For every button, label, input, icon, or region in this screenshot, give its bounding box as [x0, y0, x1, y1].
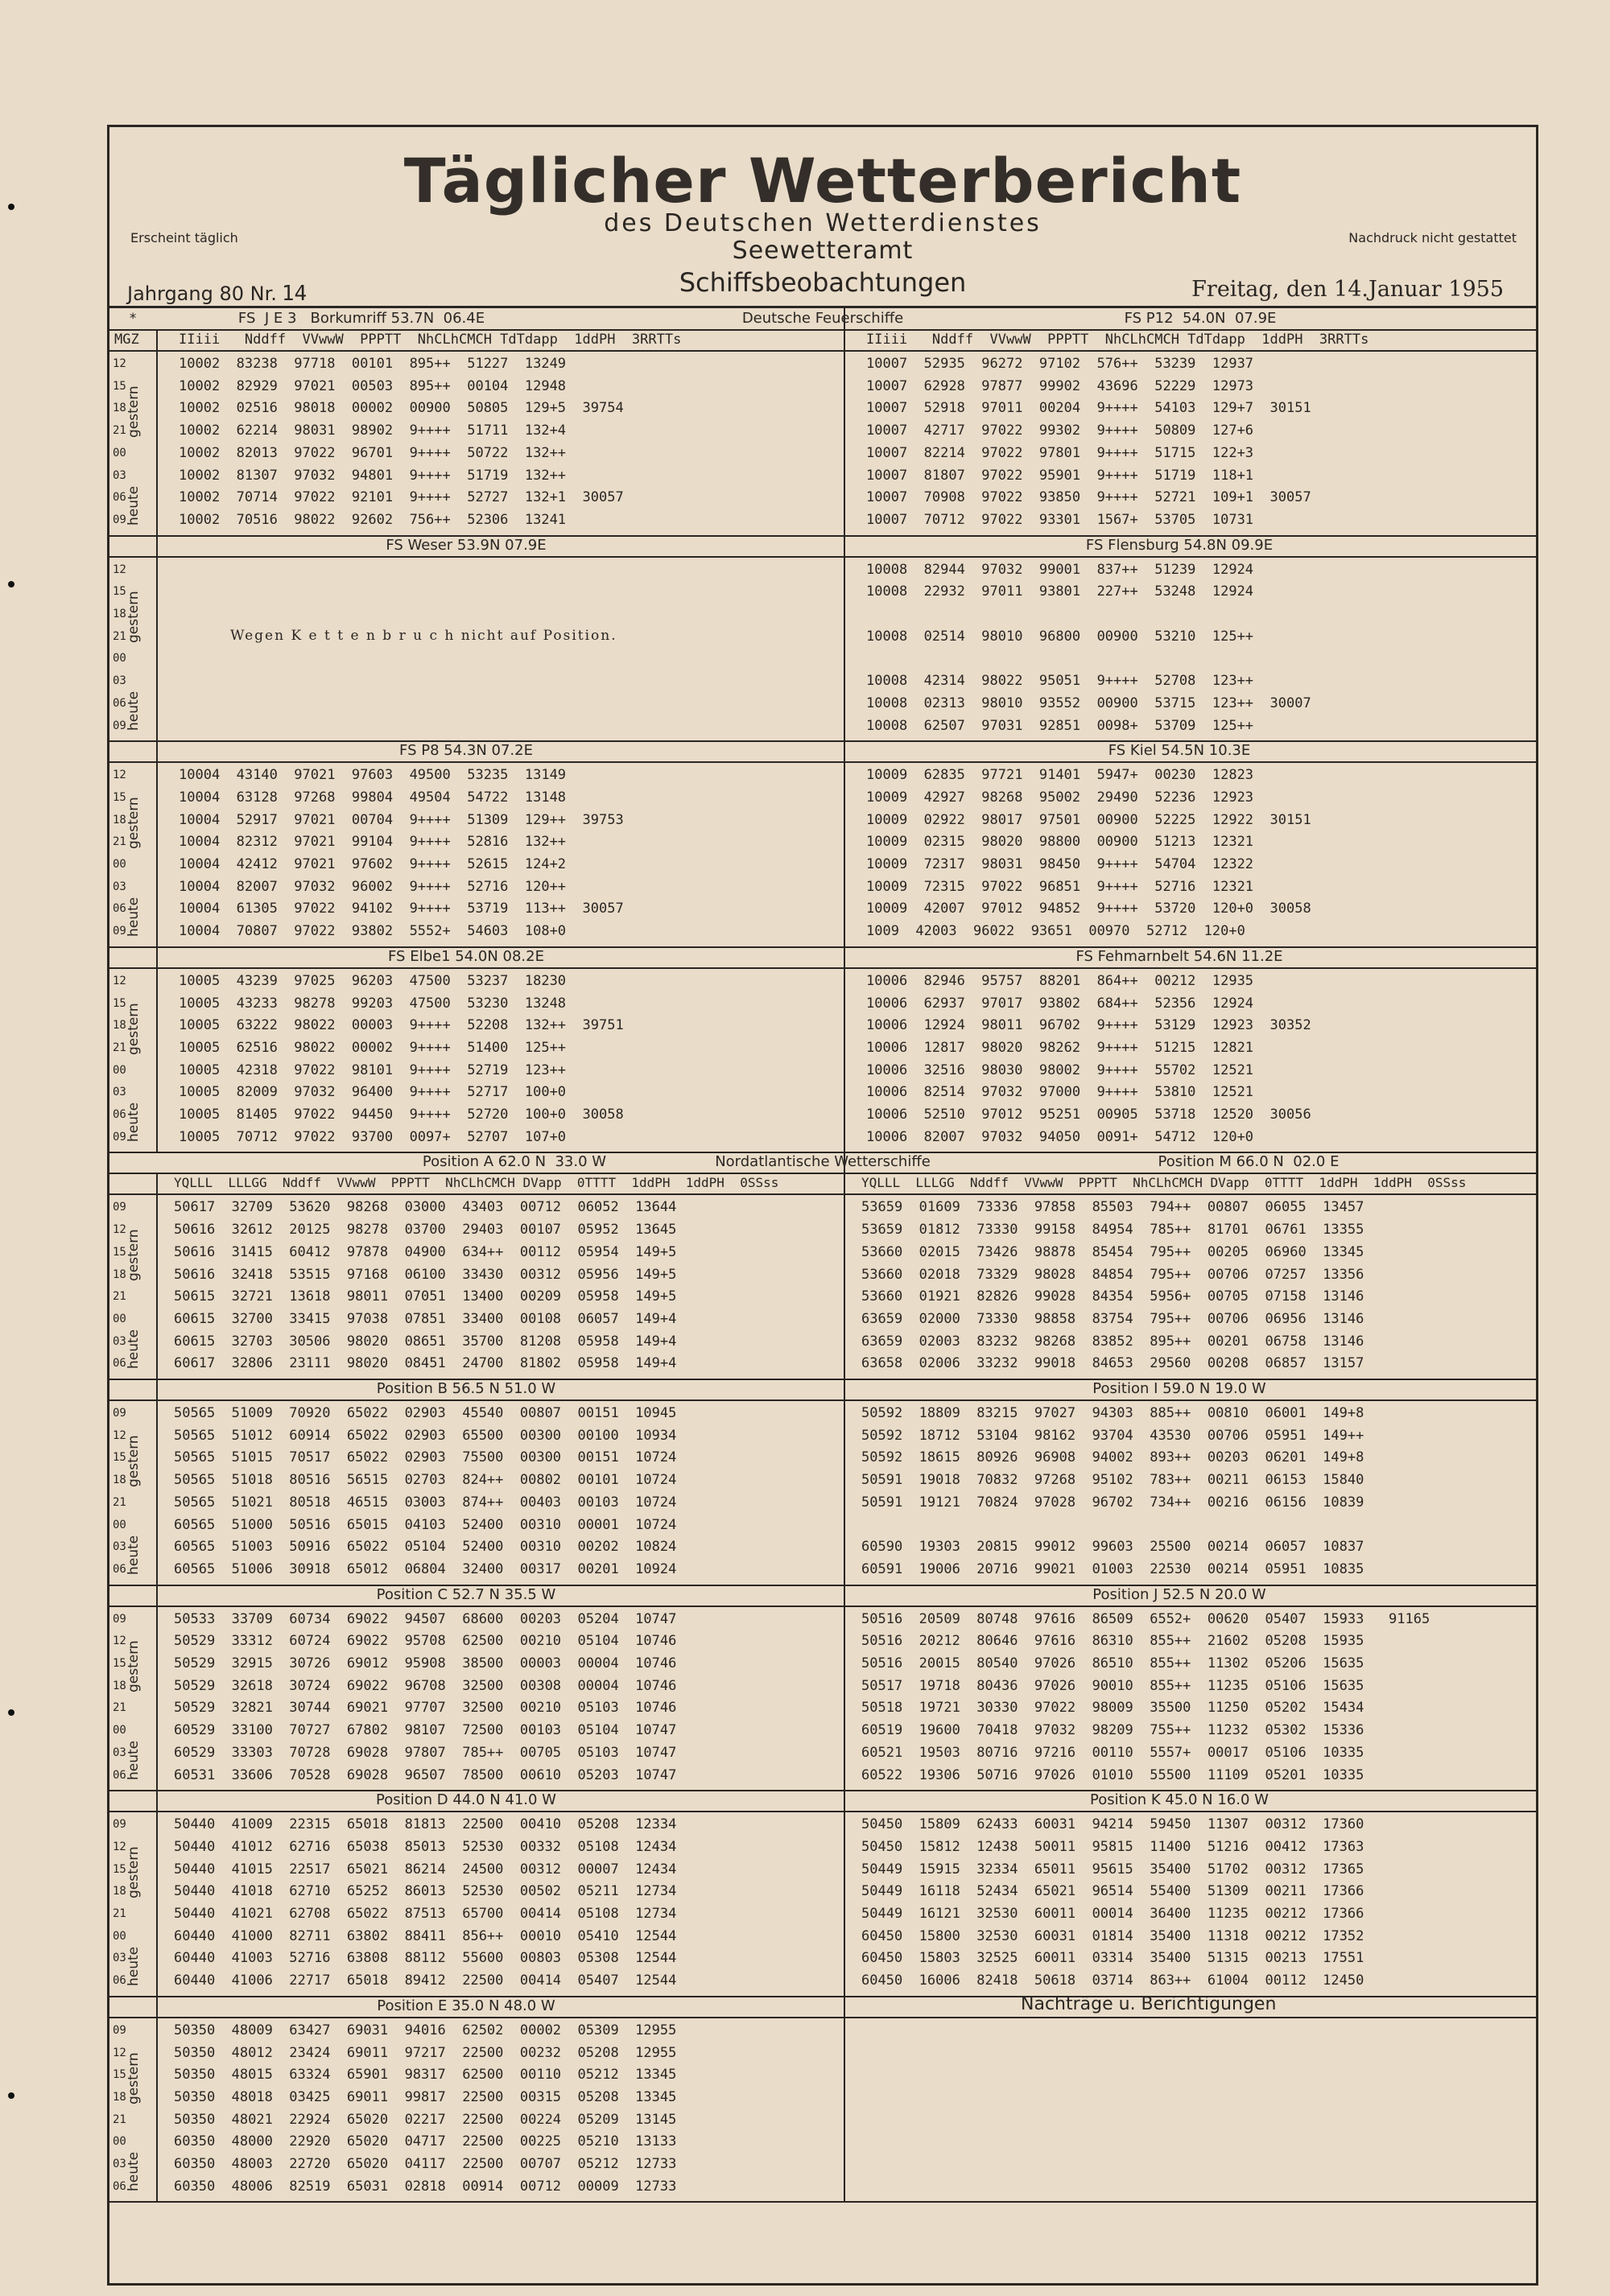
fs-section-title: Deutsche Feuerschiffe — [741, 310, 904, 327]
obs-row-left: 10002 81307 97032 94801 9++++ 51719 132++ — [179, 467, 567, 484]
block-title-strip — [109, 535, 1536, 556]
obs-row-left: 10005 43239 97025 96203 47500 53237 18230 — [179, 972, 567, 989]
obs-row-right: 10008 62507 97031 92851 0098+ 53709 125++ — [866, 717, 1254, 734]
hour-label: 09 — [113, 1612, 126, 1626]
obs-row-right: 10006 82946 95757 88201 864++ 00212 12935 — [866, 972, 1254, 989]
block-title-strip — [109, 946, 1536, 967]
hour-label: 12 — [113, 1840, 126, 1853]
obs-row-right: 10006 12924 98011 96702 9++++ 53129 12923 30352 — [866, 1017, 1311, 1034]
obs-row-right: 50449 16121 32530 60011 00014 36400 11235 00212 17366 — [861, 1906, 1364, 1922]
obs-row-left: 60529 33303 70728 69028 97807 785++ 00705 05103 10747 — [174, 1744, 677, 1761]
heute-label: heute — [126, 1329, 142, 1369]
obs-row-right: 50450 15812 12438 50011 95815 11400 51216 00412 17363 — [861, 1838, 1364, 1855]
block-title-right: Position I 59.0 N 19.0 W — [1092, 1380, 1266, 1397]
issue-number — [127, 282, 307, 306]
obs-row-left: 10005 63222 98022 00003 9++++ 52208 132++ 39751 — [179, 1017, 624, 1034]
hour-label: 21 — [113, 424, 126, 438]
block-title-right: Position J 52.5 N 20.0 W — [1092, 1585, 1266, 1603]
block-title-left: Position D 44.0 N 41.0 W — [376, 1791, 556, 1809]
obs-row-left: 10004 82007 97032 96002 9++++ 52716 120++ — [179, 878, 567, 895]
obs-row-left: 60617 32806 23111 98020 08451 24700 81802 05958 149+4 — [174, 1355, 677, 1372]
divider — [109, 1811, 1536, 1812]
hour-label: 09 — [113, 1130, 126, 1144]
hour-label: 15 — [113, 790, 126, 804]
hour-label: 21 — [113, 1041, 126, 1054]
obs-row-left: 50615 32721 13618 98011 07051 13400 00209 05958 149+5 — [174, 1288, 677, 1305]
obs-row-left: 50350 48009 63427 69031 94016 62502 00002 05309 12955 — [174, 2022, 677, 2038]
center-rule — [844, 1193, 845, 1379]
obs-row-left: 50440 41009 22315 65018 81813 22500 00410 05208 12334 — [174, 1816, 677, 1833]
obs-row-right: 53660 02018 73329 98028 84854 795++ 00706 07257 13356 — [861, 1266, 1364, 1283]
hour-label: 15 — [113, 1657, 126, 1670]
obs-row-left: 10004 42412 97021 97602 9++++ 52615 124+2 — [179, 856, 567, 872]
obs-row-left: 10002 02516 98018 00002 00900 50805 129+5 39754 — [179, 400, 624, 417]
obs-row-left: 10002 70516 98022 92602 756++ 52306 13241 — [179, 511, 567, 528]
heute-label: heute — [126, 1103, 142, 1143]
gestern-label: gestern — [126, 1435, 142, 1487]
gestern-label: gestern — [126, 591, 142, 644]
block-title-right: FS P12 54.0N 07.9E — [1124, 310, 1277, 327]
obs-row-left: 60615 32703 30506 98020 08651 35700 81208 05958 149+4 — [174, 1333, 677, 1350]
obs-row-left: 50440 41021 62708 65022 87513 65700 00414 05108 12734 — [174, 1906, 677, 1922]
block-title-right: FS Fehmarnbelt 54.6N 11.2E — [1075, 947, 1283, 965]
obs-row-right: 10007 62928 97877 99902 43696 52229 12973 — [866, 377, 1254, 394]
column-header-left: YQLLL LLLGG Nddff VVwwW PPPTT NhCLhCMCH DVapp 0TTTT 1ddPH 1ddPH 0SSss — [174, 1175, 779, 1191]
hour-label: 18 — [113, 1019, 126, 1033]
obs-row-left: 50565 51012 60914 65022 02903 65500 00300 00100 10934 — [174, 1427, 677, 1444]
report-subtitle: des Deutschen Wetterdienstes — [604, 209, 1042, 237]
observation-grid — [109, 306, 1536, 2288]
hour-column-rule — [156, 1173, 158, 1193]
obs-row-right: 10008 42314 98022 95051 9++++ 52708 123++ — [866, 673, 1254, 690]
block-title-strip — [109, 1993, 1536, 2017]
obs-row-left: 60350 48006 82519 65031 02818 00914 00712 00009 12733 — [174, 2178, 677, 2195]
hour-label: 06 — [113, 1768, 126, 1782]
hour-column-rule — [156, 1585, 158, 1791]
obs-row-right: 10009 42007 97012 94852 9++++ 53720 120+0 30058 — [866, 901, 1311, 917]
hour-label: 18 — [113, 1679, 126, 1692]
hour-label: 15 — [113, 585, 126, 599]
gestern-label: gestern — [126, 797, 142, 849]
obs-row-left: 50616 32418 53515 97168 06100 33430 00312 05956 149+5 — [174, 1266, 677, 1283]
hour-label: 06 — [113, 1562, 126, 1576]
hour-label: 06 — [113, 1357, 126, 1371]
divider — [109, 761, 1536, 763]
hour-label: 03 — [113, 674, 126, 688]
hour-label: 12 — [113, 974, 126, 987]
hour-label: 00 — [113, 1518, 126, 1531]
obs-row-left: 10004 70807 97022 93802 5552+ 54603 108+0 — [179, 923, 567, 940]
obs-row-left: 50440 41018 62710 65252 86013 52530 00502 05211 12734 — [174, 1883, 677, 1900]
block-title-left: FS Weser 53.9N 07.9E — [386, 536, 547, 554]
hour-label: 21 — [113, 1495, 126, 1509]
hour-label: 09 — [113, 2023, 126, 2037]
obs-row-left: 10005 81405 97022 94450 9++++ 52720 100+0 30058 — [179, 1107, 624, 1123]
hour-label: 12 — [113, 769, 126, 782]
block-title-left: Position A 62.0 N 33.0 W — [422, 1153, 607, 1171]
obs-row-left: 60615 32700 33415 97038 07851 33400 00108 06057 149+4 — [174, 1310, 677, 1327]
hour-column-rule — [156, 1790, 158, 1996]
obs-row-left: 60531 33606 70528 69028 96507 78500 00610 05203 10747 — [174, 1766, 677, 1783]
obs-row-left: 50350 48015 63324 65901 98317 62500 00110 05212 13345 — [174, 2067, 677, 2084]
hour-label: 18 — [113, 1268, 126, 1281]
section-title: Schiffsbeobachtungen — [679, 267, 967, 298]
divider — [109, 556, 1536, 558]
obs-row-left: 10005 43233 98278 99203 47500 53230 13248 — [179, 995, 567, 1012]
obs-row-left: 10005 82009 97032 96400 9++++ 52717 100+0 — [179, 1084, 567, 1101]
obs-row-left: 10002 70714 97022 92101 9++++ 52727 132+1 30057 — [179, 489, 624, 506]
office-name: Seewetteramt — [732, 237, 914, 265]
obs-row-left: 10005 62516 98022 00002 9++++ 51400 125++ — [179, 1039, 567, 1056]
report-header — [109, 127, 1536, 308]
hour-label: 18 — [113, 608, 126, 620]
center-rule — [844, 535, 845, 741]
publish-note: Erscheint täglich — [130, 230, 238, 245]
obs-row-left: 50616 32612 20125 98278 03700 29403 00107 05952 13645 — [174, 1222, 677, 1239]
report-date: Freitag, den 14.Januar 1955 — [1191, 277, 1504, 302]
copyright-note: Nachdruck nicht gestattet — [1348, 230, 1517, 245]
obs-row-left: 60565 51003 50916 65022 05104 52400 00310 00202 10824 — [174, 1539, 677, 1556]
center-rule — [844, 308, 845, 350]
obs-row-right: 50449 15915 32334 65011 95615 35400 51702 00312 17365 — [861, 1861, 1364, 1878]
heute-label: heute — [126, 2152, 142, 2192]
heute-label: heute — [126, 1741, 142, 1781]
obs-row-left: 50529 33312 60724 69022 95708 62500 00210 05104 10746 — [174, 1633, 677, 1650]
divider — [109, 2201, 1536, 2203]
hour-label: 00 — [113, 652, 126, 666]
obs-row-right: 10007 42717 97022 99302 9++++ 50809 127+6 — [866, 423, 1254, 439]
gestern-label: gestern — [126, 2051, 142, 2104]
obs-row-right: 10006 12817 98020 98262 9++++ 51215 12821 — [866, 1039, 1254, 1056]
hour-label: 15 — [113, 1451, 126, 1465]
hour-label: 00 — [113, 1063, 126, 1077]
hour-label: 12 — [113, 1223, 126, 1237]
obs-row-right: 60590 19303 20815 99012 99603 25500 00214 06057 10837 — [861, 1539, 1364, 1556]
obs-row-right: 50592 18809 83215 97027 94303 885++ 00810 06001 149+8 — [861, 1405, 1364, 1421]
block-title-left: Position B 56.5 N 51.0 W — [376, 1380, 556, 1397]
hour-label: 15 — [113, 996, 126, 1010]
divider — [109, 350, 1536, 352]
obs-row-right: 60450 15803 32525 60011 03314 35400 51315 00213 17551 — [861, 1950, 1364, 1967]
obs-row-right: 50518 19721 30330 97022 98009 35500 11250 05202 15434 — [861, 1700, 1364, 1717]
ws-section-title: Nordatlantische Wetterschiffe — [715, 1153, 931, 1171]
hour-label: 12 — [113, 2046, 126, 2059]
center-rule — [844, 1790, 845, 1996]
obs-row-left: 60565 51006 30918 65012 06804 32400 00317 00201 10924 — [174, 1560, 677, 1577]
obs-row-left: 50350 48018 03425 69011 99817 22500 00315 05208 13345 — [174, 2088, 677, 2105]
obs-row-right: 10009 42927 98268 95002 29490 52236 12923 — [866, 789, 1254, 806]
star-mark: * — [129, 311, 138, 327]
heute-label: heute — [126, 691, 142, 732]
hour-label: 18 — [113, 2090, 126, 2104]
divider — [109, 1606, 1536, 1607]
obs-row-left: 10004 82312 97021 99104 9++++ 52816 132++ — [179, 834, 567, 851]
gestern-label: gestern — [126, 1002, 142, 1055]
obs-row-right: 10006 32516 98030 98002 9++++ 55702 12521 — [866, 1061, 1254, 1078]
obs-row-right: 53659 01812 73330 99158 84954 785++ 81701 06761 13355 — [861, 1222, 1364, 1239]
hour-column-rule — [156, 329, 158, 350]
mgz-label: MGZ — [114, 332, 139, 348]
obs-row-right: 50591 19018 70832 97268 95102 783++ 00211 06153 15840 — [861, 1472, 1364, 1489]
obs-row-right: 53660 01921 82826 99028 84354 5956+ 00705 07158 13146 — [861, 1288, 1364, 1305]
divider — [109, 1399, 1536, 1401]
issue-nr: 14 — [281, 282, 308, 306]
obs-row-right: 10008 02514 98010 96800 00900 53210 125++ — [866, 628, 1254, 645]
hour-label: 18 — [113, 402, 126, 415]
block-title-left: Position E 35.0 N 48.0 W — [377, 1997, 555, 2014]
block-title-left: Position C 52.7 N 35.5 W — [376, 1585, 556, 1603]
obs-row-right: 10008 02313 98010 93552 00900 53715 123++ 30007 — [866, 695, 1311, 711]
hour-label: 06 — [113, 2179, 126, 2193]
center-rule — [844, 740, 845, 946]
obs-row-right: 10007 82214 97022 97801 9++++ 51715 122+3 — [866, 444, 1254, 461]
hour-column-rule — [156, 535, 158, 741]
obs-row-right: 60519 19600 70418 97032 98209 755++ 11232 05302 15336 — [861, 1722, 1364, 1739]
obs-row-right: 63659 02003 83232 98268 83852 895++ 00201 06758 13146 — [861, 1333, 1364, 1350]
hour-label: 09 — [113, 513, 126, 526]
obs-row-left: 10002 83238 97718 00101 895++ 51227 13249 — [179, 356, 567, 372]
hour-label: 03 — [113, 1334, 126, 1348]
block-title-right: FS Flensburg 54.8N 09.9E — [1085, 536, 1274, 554]
hour-label: 15 — [113, 1245, 126, 1259]
heute-label: heute — [126, 1946, 142, 1986]
punch-hole — [8, 2092, 14, 2099]
hour-column-rule — [156, 1379, 158, 1585]
obs-row-right: 10007 70712 97022 93301 1567+ 53705 10731 — [866, 511, 1254, 528]
obs-row-right: 63659 02000 73330 98858 83754 795++ 00706 06956 13146 — [861, 1310, 1364, 1327]
jahrgang-label: Jahrgang 80 Nr. — [127, 282, 277, 305]
hour-label: 09 — [113, 925, 126, 938]
heute-label: heute — [126, 1535, 142, 1575]
obs-row-left: 10004 52917 97021 00704 9++++ 51309 129++ 39753 — [179, 811, 624, 828]
obs-row-right: 10009 02922 98017 97501 00900 52225 12922 30151 — [866, 811, 1311, 828]
hour-label: 12 — [113, 357, 126, 370]
obs-row-left: 50440 41012 62716 65038 85013 52530 00332 05108 12434 — [174, 1838, 677, 1855]
hour-column-rule — [156, 1996, 158, 2202]
heute-label: heute — [126, 485, 142, 526]
hour-label: 12 — [113, 1634, 126, 1648]
hour-label: 00 — [113, 1724, 126, 1737]
hour-label: 18 — [113, 1474, 126, 1487]
hour-label: 00 — [113, 2135, 126, 2149]
obs-row-left: 10004 43140 97021 97603 49500 53235 13149 — [179, 767, 567, 784]
column-header-right: YQLLL LLLGG Nddff VVwwW PPPTT NhCLhCMCH DVapp 0TTTT 1ddPH 1ddPH 0SSss — [861, 1175, 1467, 1191]
obs-row-left: 10005 70712 97022 93700 0097+ 52707 107+0 — [179, 1128, 567, 1145]
obs-row-left: 60565 51000 50516 65015 04103 52400 00310 00001 10724 — [174, 1516, 677, 1533]
obs-row-right: 50517 19718 80436 97026 90010 855++ 11235 05106 15635 — [861, 1677, 1364, 1694]
center-rule — [844, 1152, 845, 1193]
obs-row-right: 50591 19121 70824 97028 96702 734++ 00216 06156 10839 — [861, 1494, 1364, 1511]
hour-label: 00 — [113, 446, 126, 460]
hour-label: 15 — [113, 1862, 126, 1876]
center-rule — [844, 1996, 845, 2202]
obs-row-right: 60522 19306 50716 97026 01010 55500 11109 05201 10335 — [861, 1766, 1364, 1783]
obs-row-right: 60521 19503 80716 97216 00110 5557+ 00017 05106 10335 — [861, 1744, 1364, 1761]
obs-row-right: 10008 22932 97011 93801 227++ 53248 12924 — [866, 583, 1254, 600]
column-header-right: IIiii Nddff VVwwW PPPTT NhCLhCMCH TdTdapp 1ddPH 3RRTTs — [866, 332, 1369, 348]
obs-row-right: 50450 15809 62433 60031 94214 59450 11307 00312 17360 — [861, 1816, 1364, 1833]
obs-row-left: 60440 41006 22717 65018 89412 22500 00414 05407 12544 — [174, 1972, 677, 1989]
obs-row-left: 50533 33709 60734 69022 94507 68600 00203 05204 10747 — [174, 1610, 677, 1627]
block-title-left: FS J E 3 Borkumriff 53.7N 06.4E — [237, 310, 485, 327]
center-rule — [844, 350, 845, 535]
divider — [109, 2017, 1536, 2018]
obs-row-left: 60440 41000 82711 63802 88411 856++ 00010 05410 12544 — [174, 1927, 677, 1944]
hour-label: 06 — [113, 491, 126, 505]
obs-row-left: 10004 63128 97268 99804 49504 54722 13148 — [179, 789, 567, 806]
obs-row-right: 10009 72315 97022 96851 9++++ 52716 12321 — [866, 878, 1254, 895]
hour-label: 12 — [113, 1428, 126, 1442]
obs-row-right: 50592 18712 53104 98162 93704 43530 00706 05951 149++ — [861, 1427, 1364, 1444]
hour-label: 03 — [113, 1086, 126, 1099]
hour-label: 03 — [113, 1952, 126, 1965]
block-title-left: FS Elbe1 54.0N 08.2E — [388, 947, 544, 965]
hour-label: 00 — [113, 1929, 126, 1943]
obs-row-left: 50350 48012 23424 69011 97217 22500 00232 05208 12955 — [174, 2044, 677, 2061]
hour-label: 03 — [113, 880, 126, 893]
punch-hole — [8, 204, 14, 210]
nachtraege-title: Nachträge u. Berichtigungen — [1021, 1993, 1277, 2014]
hour-label: 03 — [113, 1746, 126, 1759]
obs-row-left: 60440 41003 52716 63808 88112 55600 00803 05308 12544 — [174, 1950, 677, 1967]
obs-row-right: 10006 82514 97032 97000 9++++ 53810 12521 — [866, 1084, 1254, 1101]
hour-label: 06 — [113, 902, 126, 916]
obs-row-right: 60450 16006 82418 50618 03714 863++ 61004 00112 12450 — [861, 1972, 1364, 1989]
obs-row-left: 50529 32821 30744 69021 97707 32500 00210 05103 10746 — [174, 1700, 677, 1717]
obs-row-left: 50616 31415 60412 97878 04900 634++ 00112 05954 149+5 — [174, 1243, 677, 1260]
column-header-left: IIiii Nddff VVwwW PPPTT NhCLhCMCH TdTdapp 1ddPH 3RRTTs — [179, 332, 682, 348]
hour-label: 06 — [113, 1108, 126, 1121]
hour-label: 15 — [113, 379, 126, 393]
obs-row-right: 50516 20509 80748 97616 86509 6552+ 00620 05407 15933 91165 — [861, 1610, 1430, 1627]
punch-hole — [8, 581, 14, 587]
center-rule — [844, 1379, 845, 1585]
obs-row-right: 60450 15800 32530 60031 01814 35400 11318 00212 17352 — [861, 1927, 1364, 1944]
hour-label: 21 — [113, 629, 126, 643]
center-rule — [844, 1585, 845, 1791]
hour-label: 09 — [113, 1201, 126, 1214]
obs-row-right: 10009 72317 98031 98450 9++++ 54704 12322 — [866, 856, 1254, 872]
obs-row-right: 50592 18615 80926 96908 94002 893++ 00203 06201 149+8 — [861, 1449, 1364, 1466]
obs-row-left: 60529 33100 70727 67802 98107 72500 00103 05104 10747 — [174, 1722, 677, 1739]
obs-row-right: 10007 52935 96272 97102 576++ 53239 12937 — [866, 356, 1254, 372]
obs-row-left: 10002 82013 97022 96701 9++++ 50722 132++ — [179, 444, 567, 461]
obs-row-right: 1009 42003 96022 93651 00970 52712 120+0 — [866, 923, 1245, 940]
obs-row-right: 53659 01609 73336 97858 85503 794++ 00807 06055 13457 — [861, 1199, 1364, 1216]
hour-label: 21 — [113, 1290, 126, 1304]
obs-row-right: 53660 02015 73426 98878 85454 795++ 00205 06960 13345 — [861, 1243, 1364, 1260]
obs-row-left: 50565 51018 80516 56515 02703 824++ 00802 00101 10724 — [174, 1472, 677, 1489]
block-title-strip — [109, 1379, 1536, 1399]
center-rule — [844, 946, 845, 1152]
divider — [109, 1193, 1536, 1195]
hour-label: 21 — [113, 835, 126, 849]
obs-row-right: 10009 02315 98020 98800 00900 51213 12321 — [866, 834, 1254, 851]
obs-row-left: 50529 32915 30726 69012 95908 38500 00003 00004 10746 — [174, 1655, 677, 1672]
divider — [109, 967, 1536, 969]
hour-label: 06 — [113, 1974, 126, 1988]
block-title-strip — [109, 1790, 1536, 1811]
hour-label: 21 — [113, 2113, 126, 2126]
block-title-left: FS P8 54.3N 07.2E — [399, 742, 533, 760]
obs-row-left: 10005 42318 97022 98101 9++++ 52719 123++ — [179, 1061, 567, 1078]
hour-column-rule — [156, 946, 158, 1152]
gestern-label: gestern — [126, 385, 142, 438]
gestern-label: gestern — [126, 1640, 142, 1693]
obs-row-right: 10009 62835 97721 91401 5947+ 00230 12823 — [866, 767, 1254, 784]
obs-row-left: 10002 82929 97021 00503 895++ 00104 12948 — [179, 377, 567, 394]
hour-label: 09 — [113, 1407, 126, 1420]
block-title-strip — [109, 740, 1536, 761]
obs-row-left: 60350 48000 22920 65020 04717 22500 00225 05210 13133 — [174, 2133, 677, 2150]
hour-label: 15 — [113, 2068, 126, 2082]
block-title-right: Position K 45.0 N 16.0 W — [1090, 1791, 1269, 1809]
obs-row-left: 50350 48021 22924 65020 02217 22500 00224 05209 13145 — [174, 2111, 677, 2128]
obs-row-right: 50516 20015 80540 97026 86510 855++ 11302 05206 15635 — [861, 1655, 1364, 1672]
obs-row-right: 50449 16118 52434 65021 96514 55400 51309 00211 17366 — [861, 1883, 1364, 1900]
obs-row-right: 60591 19006 20716 99021 01003 22530 00214 05951 10835 — [861, 1560, 1364, 1577]
hour-label: 03 — [113, 1540, 126, 1554]
obs-row-left: 50529 32618 30724 69022 96708 32500 00308 00004 10746 — [174, 1677, 677, 1694]
obs-row-right: 10006 82007 97032 94050 0091+ 54712 120+0 — [866, 1128, 1254, 1145]
hour-label: 12 — [113, 563, 126, 576]
obs-row-left: 50565 51009 70920 65022 02903 45540 00807 00151 10945 — [174, 1405, 677, 1421]
gestern-label: gestern — [126, 1229, 142, 1282]
obs-row-right: 63658 02006 33232 99018 84653 29560 00208 06857 13157 — [861, 1355, 1364, 1372]
hour-label: 00 — [113, 1312, 126, 1325]
hour-column-rule — [156, 1193, 158, 1379]
report-title: Täglicher Wetterbericht — [403, 145, 1242, 216]
hour-label: 06 — [113, 696, 126, 710]
punch-hole — [8, 1709, 14, 1716]
block-title-right: Position M 66.0 N 02.0 E — [1158, 1153, 1340, 1171]
obs-row-left: 50565 51015 70517 65022 02903 75500 00300 00151 10724 — [174, 1449, 677, 1466]
obs-row-right: 50516 20212 80646 97616 86310 855++ 21602 05208 15935 — [861, 1633, 1364, 1650]
hour-column-rule — [156, 740, 158, 946]
obs-row-right: 10007 70908 97022 93850 9++++ 52721 109+1 30057 — [866, 489, 1311, 506]
hour-label: 03 — [113, 2158, 126, 2170]
obs-row-left: 50617 32709 53620 98268 03000 43403 00712 06052 13644 — [174, 1199, 677, 1216]
hour-label: 21 — [113, 1907, 126, 1920]
obs-row-left: 10004 61305 97022 94102 9++++ 53719 113++ 30057 — [179, 901, 624, 917]
heute-label: heute — [126, 897, 142, 937]
obs-row-right: 10007 52918 97011 00204 9++++ 54103 129+7 30151 — [866, 400, 1311, 417]
obs-row-right: 10007 81807 97022 95901 9++++ 51719 118+1 — [866, 467, 1254, 484]
gestern-label: gestern — [126, 1846, 142, 1898]
hour-label: 09 — [113, 1818, 126, 1832]
obs-row-left: 50565 51021 80518 46515 03003 874++ 00403 00103 10724 — [174, 1494, 677, 1511]
obs-row-right: 10008 82944 97032 99001 837++ 51239 12924 — [866, 561, 1254, 578]
hour-label: 21 — [113, 1701, 126, 1715]
obs-row-right: 10006 52510 97012 95251 00905 53718 12520 30056 — [866, 1107, 1311, 1123]
obs-row-left: 10002 62214 98031 98902 9++++ 51711 132+4 — [179, 423, 567, 439]
hour-label: 03 — [113, 468, 126, 482]
obs-row-left: 60350 48003 22720 65020 04117 22500 00707 05212 12733 — [174, 2156, 677, 2172]
hour-label: 18 — [113, 1885, 126, 1898]
obs-row-right: 10006 62937 97017 93802 684++ 52356 12924 — [866, 995, 1254, 1012]
hour-label: 00 — [113, 858, 126, 871]
block-title-right: FS Kiel 54.5N 10.3E — [1108, 742, 1251, 760]
obs-row-left: 50440 41015 22517 65021 86214 24500 00312 00007 12434 — [174, 1861, 677, 1878]
weser-note: Wegen K e t t e n b r u c h nicht auf Position. — [230, 627, 617, 644]
hour-label: 09 — [113, 719, 126, 732]
hour-column-rule — [156, 350, 158, 535]
block-title-strip — [109, 1585, 1536, 1606]
report-sheet — [107, 125, 1538, 2286]
hour-label: 18 — [113, 813, 126, 826]
